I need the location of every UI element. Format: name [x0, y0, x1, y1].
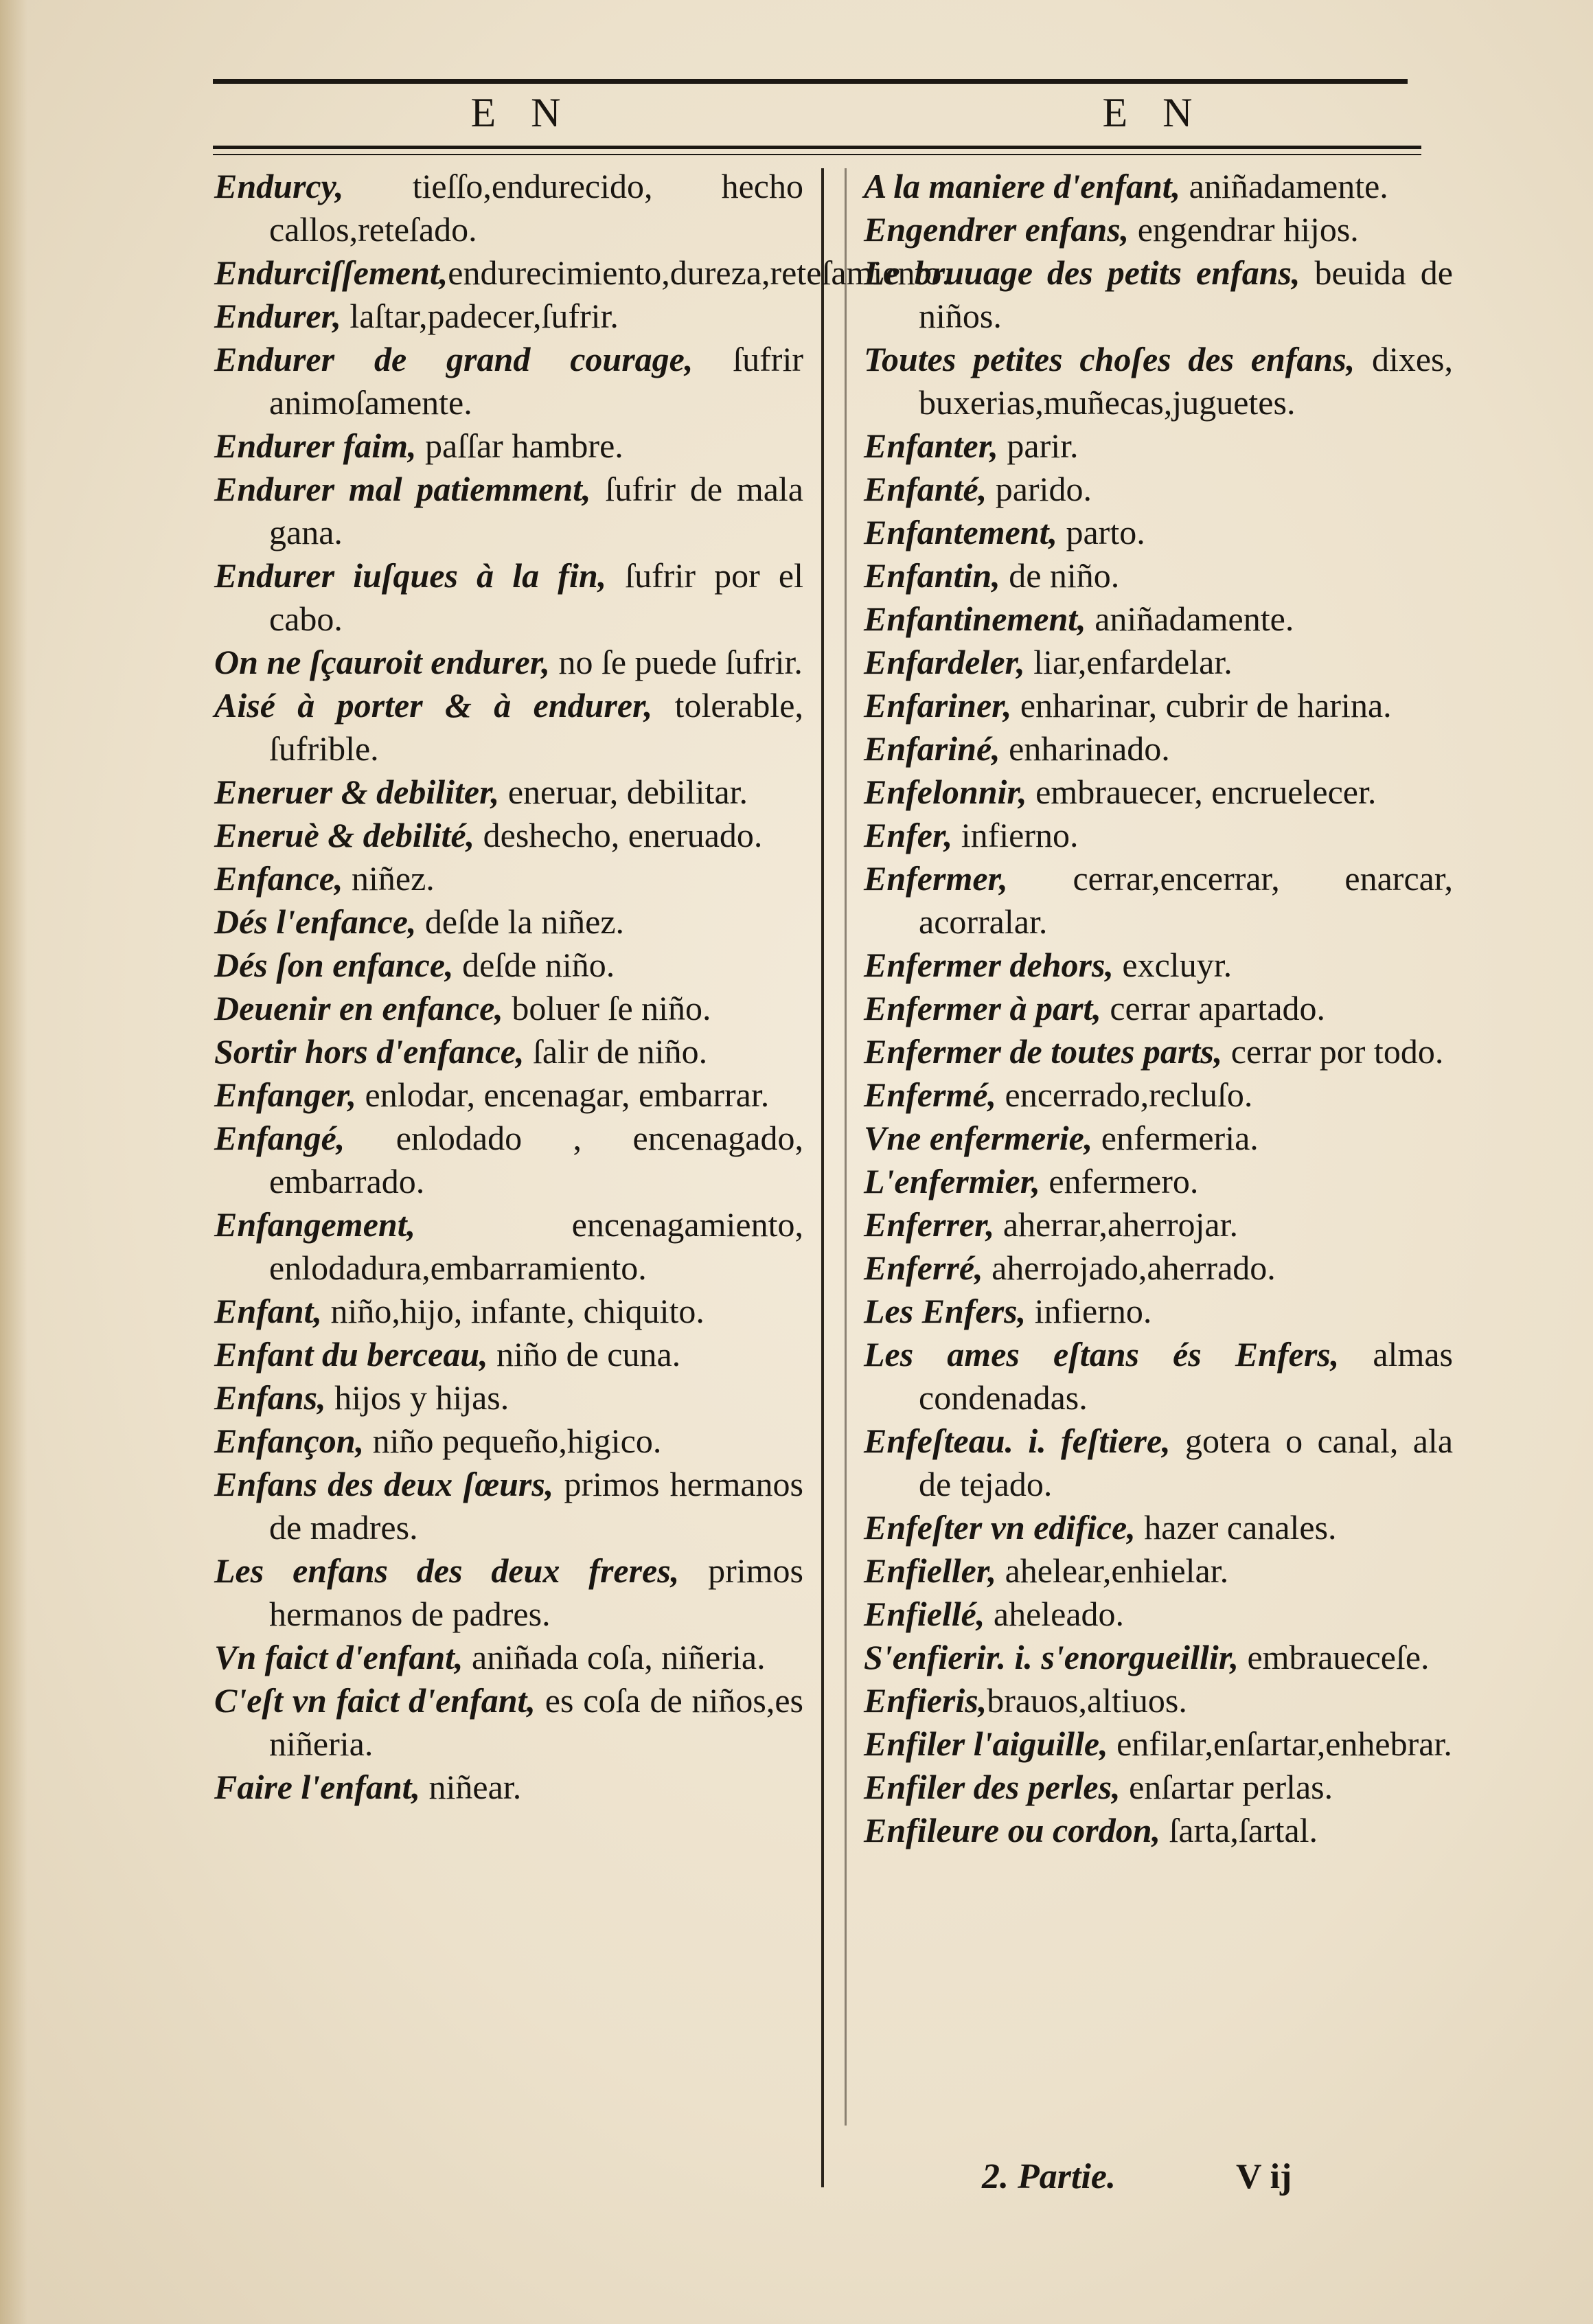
entry-headword: Sortir hors d'enfance,	[214, 1032, 525, 1071]
entry-translation: aniñada coſa, niñeria.	[463, 1638, 766, 1676]
entry-translation: infierno.	[1026, 1292, 1152, 1330]
entry-translation: encerrado,recluſo.	[996, 1075, 1253, 1114]
dictionary-entry	[864, 1506, 1453, 1549]
entry-headword: Vne enfermerie,	[864, 1119, 1093, 1157]
entry-headword: Endurer faim,	[214, 426, 417, 465]
dictionary-entry	[214, 641, 803, 684]
entry-headword: Enfanté,	[864, 470, 987, 508]
entry-translation: ſalir de niño.	[524, 1032, 708, 1071]
dictionary-entry	[864, 641, 1453, 684]
entry-translation: de niño.	[1000, 556, 1120, 595]
dictionary-entry	[214, 1549, 803, 1636]
entry-headword: Dés l'enfance,	[214, 902, 417, 941]
entry-headword: Enfermer de toutes parts,	[864, 1032, 1223, 1071]
entry-translation: no ſe puede ſufrir.	[549, 643, 803, 681]
entry-translation: aniñadamente.	[1086, 600, 1294, 638]
entry-headword: Enfer,	[864, 816, 953, 854]
entry-headword: Les enfans des deux freres,	[214, 1551, 680, 1590]
entry-translation: ſufrir animoſamente.	[269, 340, 804, 422]
entry-headword: Eneruer & debiliter,	[214, 773, 500, 811]
entry-translation: ahelear,enhielar.	[996, 1551, 1229, 1590]
entry-headword: Enfermer dehors,	[864, 946, 1114, 984]
page-edge-shadow	[0, 0, 27, 2324]
entry-translation: enfermero.	[1040, 1162, 1199, 1200]
dictionary-entry	[864, 987, 1453, 1030]
entry-translation: ſufrir de mala gana.	[269, 470, 803, 551]
entry-translation: es coſa de niños,es niñeria.	[269, 1681, 804, 1763]
dictionary-entry	[214, 338, 803, 424]
entry-headword: Enfanger,	[214, 1075, 357, 1114]
entry-translation: parto.	[1057, 513, 1145, 551]
entry-translation: cerrar por todo.	[1222, 1032, 1444, 1071]
right-column	[864, 165, 1453, 1852]
entry-translation: liar,enfardelar.	[1024, 643, 1233, 681]
entry-headword: Enfiellé,	[864, 1595, 985, 1633]
dictionary-entry	[214, 1073, 803, 1117]
entry-headword: Enfiler des perles,	[864, 1768, 1121, 1806]
entry-headword: Enfeſteau. i. feſtiere,	[864, 1422, 1171, 1460]
entry-translation: primos hermanos de madres.	[269, 1465, 803, 1547]
entry-headword: Enfangé,	[214, 1119, 345, 1157]
dictionary-entry	[864, 727, 1453, 771]
dictionary-entry	[864, 554, 1453, 597]
header-left: E N	[470, 90, 573, 135]
entry-headword: Enfanter,	[864, 426, 998, 465]
dictionary-entry	[864, 208, 1453, 251]
entry-translation: boluer ſe niño.	[503, 989, 711, 1027]
dictionary-entry	[214, 468, 803, 554]
entry-headword: Enfans des deux ſœurs,	[214, 1465, 554, 1503]
dictionary-entry	[214, 554, 803, 641]
entry-translation: gotera o canal, ala de tejado.	[919, 1422, 1454, 1503]
entry-translation: parido.	[987, 470, 1092, 508]
dictionary-entry	[864, 857, 1453, 944]
entry-headword: Enferré,	[864, 1249, 983, 1287]
dictionary-entry	[864, 944, 1453, 987]
entry-headword: L'enfermier,	[864, 1162, 1040, 1200]
entry-headword: Enfant du berceau,	[214, 1335, 488, 1374]
entry-headword: Enfardeler,	[864, 643, 1025, 681]
entry-translation: niño,hijo, infante, chiquito.	[322, 1292, 704, 1330]
entry-translation: deſde la niñez.	[416, 902, 625, 941]
header-rule-thin	[213, 154, 1421, 155]
dictionary-entry	[864, 338, 1453, 424]
dictionary-entry	[864, 1030, 1453, 1073]
entry-translation: enfilar,enſartar,enhebrar.	[1108, 1724, 1452, 1763]
dictionary-entry	[214, 1290, 803, 1333]
entry-headword: Enfieller,	[864, 1551, 997, 1590]
entry-translation: ſarta,ſartal.	[1160, 1811, 1318, 1849]
dictionary-entry	[214, 944, 803, 987]
entry-headword: Enfariner,	[864, 686, 1012, 725]
entry-translation: aherrar,aherrojar.	[994, 1205, 1238, 1244]
entry-translation: ſufrir por el cabo.	[269, 556, 803, 638]
dictionary-entry	[214, 1376, 803, 1420]
entry-headword: C'eſt vn faict d'enfant,	[214, 1681, 536, 1720]
dictionary-entry	[864, 251, 1453, 338]
entry-headword: Endurer de grand courage,	[214, 340, 694, 378]
entry-headword: Enferrer,	[864, 1205, 995, 1244]
entry-translation: enharinado.	[1000, 729, 1170, 768]
dictionary-entry	[864, 1203, 1453, 1246]
dictionary-entry	[864, 1160, 1453, 1203]
dictionary-entry	[864, 1679, 1453, 1722]
entry-translation: endurecimiento,dureza,reteſamiento.	[448, 253, 950, 292]
dictionary-entry	[214, 1636, 803, 1679]
dictionary-entry	[214, 1679, 803, 1766]
dictionary-entry	[214, 857, 803, 900]
entry-headword: Enfance,	[214, 859, 343, 898]
entry-translation: excluyr.	[1113, 946, 1233, 984]
entry-translation: enſartar perlas.	[1120, 1768, 1333, 1806]
entry-translation: enfermeria.	[1092, 1119, 1259, 1157]
dictionary-entry	[864, 1549, 1453, 1593]
entry-translation: embrauecer, encruelecer.	[1027, 773, 1377, 811]
entry-headword: Enfiler l'aiguille,	[864, 1724, 1108, 1763]
dictionary-entry	[214, 424, 803, 468]
entry-translation: tolerable, ſufrible.	[269, 686, 803, 768]
dictionary-entry	[214, 1117, 803, 1203]
dictionary-entry	[864, 684, 1453, 727]
dictionary-entry	[864, 597, 1453, 641]
entry-headword: Les Enfers,	[864, 1292, 1027, 1330]
entry-headword: Deuenir en enfance,	[214, 989, 503, 1027]
entry-translation: niño pequeño,higico.	[364, 1422, 662, 1460]
dictionary-entry	[864, 1290, 1453, 1333]
entry-headword: Eneruè & debilité,	[214, 816, 475, 854]
entry-translation: parir.	[998, 426, 1079, 465]
entry-translation: aherrojado,aherrado.	[983, 1249, 1276, 1287]
dictionary-entry	[864, 1246, 1453, 1290]
dictionary-entry	[864, 1722, 1453, 1766]
entry-translation: primos hermanos de padres.	[269, 1551, 803, 1633]
footer-signature: V ij	[1236, 2157, 1292, 2196]
entry-translation: niñear.	[420, 1768, 522, 1806]
dictionary-entry	[864, 1333, 1453, 1420]
footer-part	[982, 2156, 1116, 2197]
entry-translation: enharinar, cubrir de harina.	[1011, 686, 1392, 725]
dictionary-entry	[864, 424, 1453, 468]
dictionary-entry	[864, 1636, 1453, 1679]
entry-headword: Enfantement,	[864, 513, 1057, 551]
entry-headword: Le bruuage des petits enfans,	[864, 253, 1300, 292]
dictionary-entry	[864, 165, 1453, 208]
entry-headword: Dés ſon enfance,	[214, 946, 454, 984]
entry-headword: Enfeſter vn edifice,	[864, 1508, 1136, 1547]
entry-headword: Enfermer à part,	[864, 989, 1101, 1027]
entry-translation: encenagamiento, enlodadura,embarramiento.	[269, 1205, 803, 1287]
dictionary-entry	[214, 295, 803, 338]
dictionary-entry	[214, 771, 803, 814]
entry-headword: Enfelonnir,	[864, 773, 1027, 811]
dictionary-entry	[214, 1030, 803, 1073]
column-divider	[821, 168, 824, 2187]
dictionary-entry	[214, 814, 803, 857]
dictionary-entry	[864, 1593, 1453, 1636]
entry-headword: A la maniere d'enfant,	[864, 167, 1181, 205]
entry-headword: Aisé à porter & à endurer,	[214, 686, 653, 725]
entry-translation: enlodado , encenagado, embarrado.	[269, 1119, 803, 1200]
entry-headword: S'enfierir. i. s'enorgueillir,	[864, 1638, 1239, 1676]
entry-translation: infierno.	[952, 816, 1079, 854]
column-divider-inner	[845, 168, 847, 2126]
entry-headword: Endurer mal patiemment,	[214, 470, 591, 508]
entry-translation: beuida de niños.	[919, 253, 1453, 335]
dictionary-entry	[864, 1117, 1453, 1160]
entry-headword: Enfangement,	[214, 1205, 416, 1244]
entry-headword: Enfariné,	[864, 729, 1000, 768]
entry-headword: Enfant,	[214, 1292, 323, 1330]
dictionary-entry	[214, 251, 950, 295]
dictionary-entry	[864, 1420, 1453, 1506]
entry-translation: hazer canales.	[1135, 1508, 1337, 1547]
footer-part-label: 2. Partie.	[982, 2157, 1116, 2196]
dictionary-entry	[214, 1333, 803, 1376]
entry-headword: Endurer,	[214, 297, 341, 335]
entry-translation: cerrar apartado.	[1101, 989, 1326, 1027]
entry-headword: Toutes petites choſes des enfans,	[864, 340, 1355, 378]
entry-headword: Enfans,	[214, 1378, 326, 1417]
entry-headword: Enfermer,	[864, 859, 1008, 898]
entry-translation: niñez.	[343, 859, 435, 898]
dictionary-entry	[214, 987, 803, 1030]
entry-headword: On ne ſçauroit endurer,	[214, 643, 550, 681]
dictionary-entry	[214, 1420, 803, 1463]
entry-translation: dixes, buxerias,muñecas,juguetes.	[919, 340, 1453, 422]
entry-translation: eneruar, debilitar.	[499, 773, 748, 811]
entry-translation: tieſſo,endurecido, hecho callos,reteſado.	[269, 167, 803, 249]
entry-translation: deshecho, eneruado.	[474, 816, 763, 854]
dictionary-entry	[214, 900, 803, 944]
entry-translation: cerrar,encerrar, enarcar, acorralar.	[919, 859, 1453, 941]
dictionary-entry	[864, 1766, 1453, 1809]
entry-headword: Enfermé,	[864, 1075, 997, 1114]
dictionary-entry	[214, 165, 803, 251]
entry-translation: paſſar hambre.	[416, 426, 623, 465]
dictionary-entry	[214, 1766, 803, 1809]
entry-translation: enlodar, encenagar, embarrar.	[356, 1075, 770, 1114]
dictionary-entry	[214, 684, 803, 771]
entry-headword: Enfileure ou cordon,	[864, 1811, 1161, 1849]
entry-translation: almas condenadas.	[919, 1335, 1453, 1417]
dictionary-entry	[214, 1203, 803, 1290]
entry-headword: Faire l'enfant,	[214, 1768, 421, 1806]
dictionary-entry	[864, 1073, 1453, 1117]
dictionary-entry	[864, 468, 1453, 511]
entry-headword: Vn faict d'enfant,	[214, 1638, 463, 1676]
entry-headword: Enfieris,	[864, 1681, 987, 1720]
top-rule	[213, 79, 1408, 84]
dictionary-entry	[864, 771, 1453, 814]
entry-translation: hijos y hijas.	[325, 1378, 509, 1417]
entry-translation: embraueceſe.	[1238, 1638, 1430, 1676]
entry-translation: aheleado.	[985, 1595, 1125, 1633]
entry-headword: Enfantinement,	[864, 600, 1086, 638]
entry-headword: Endurcy,	[214, 167, 344, 205]
dictionary-entry	[214, 1463, 803, 1549]
entry-translation: niño de cuna.	[488, 1335, 681, 1374]
entry-headword: Endurer iuſques à la fin,	[214, 556, 607, 595]
header-right: E N	[1102, 90, 1205, 135]
entry-headword: Les ames eſtans és Enfers,	[864, 1335, 1340, 1374]
entry-headword: Endurciſſement,	[214, 253, 448, 292]
entry-translation: deſde niño.	[453, 946, 615, 984]
dictionary-entry	[864, 1809, 1453, 1852]
entry-headword: Engendrer enfans,	[864, 210, 1130, 249]
entry-headword: Enfançon,	[214, 1422, 365, 1460]
entry-translation: laſtar,padecer,ſufrir.	[341, 297, 619, 335]
entry-headword: Enfantin,	[864, 556, 1000, 595]
entry-translation: brauos,altiuos.	[987, 1681, 1187, 1720]
dictionary-entry	[864, 814, 1453, 857]
dictionary-entry	[864, 511, 1453, 554]
entry-translation: engendrar hijos.	[1129, 210, 1359, 249]
entry-translation: aniñadamente.	[1180, 167, 1388, 205]
header-rule	[213, 146, 1421, 149]
